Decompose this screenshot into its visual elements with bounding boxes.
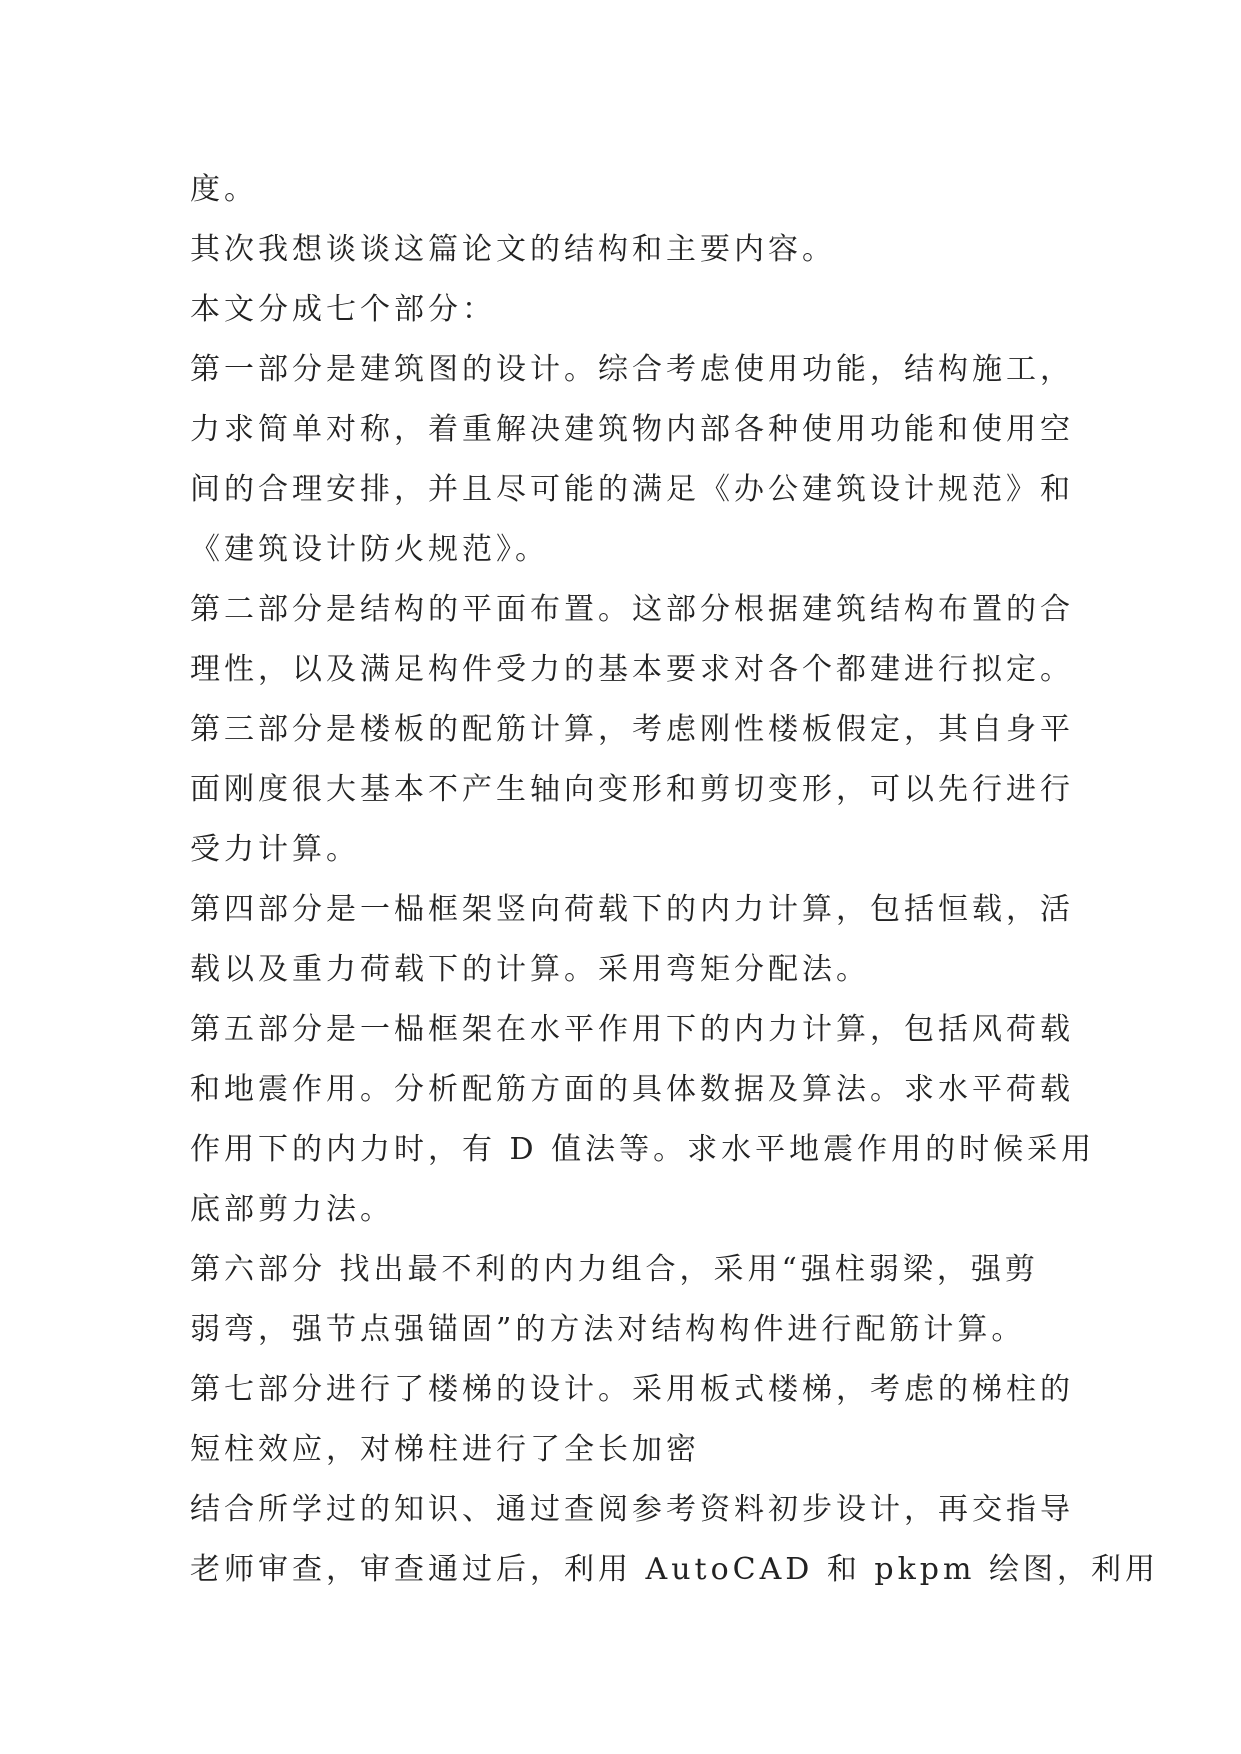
document-body: [190, 160, 1159, 1600]
text-line: 力求简单对称，着重解决建筑物内部各种使用功能和使用空: [190, 412, 1074, 447]
text-line: 作用下的内力时，有 D 值法等。求水平地震作用的时候采用: [190, 1132, 1096, 1167]
text-line: 第六部分 找出最不利的内力组合，采用“强柱弱梁，强剪: [190, 1252, 1039, 1287]
text-line: 面刚度很大基本不产生轴向变形和剪切变形，可以先行进行: [190, 772, 1074, 807]
text-line: 第五部分是一榀框架在水平作用下的内力计算，包括风荷载: [190, 1012, 1074, 1047]
text-line: 第三部分是楼板的配筋计算，考虑刚性楼板假定，其自身平: [190, 712, 1074, 747]
text-line: 受力计算。: [190, 832, 360, 867]
text-line: 第一部分是建筑图的设计。综合考虑使用功能，结构施工，: [190, 352, 1074, 387]
text-line: 第二部分是结构的平面布置。这部分根据建筑结构布置的合: [190, 592, 1074, 627]
text-line: 短柱效应，对梯柱进行了全长加密: [190, 1432, 700, 1467]
text-line: 理性，以及满足构件受力的基本要求对各个都建进行拟定。: [190, 652, 1074, 687]
text-line: 和地震作用。分析配筋方面的具体数据及算法。求水平荷载: [190, 1072, 1074, 1107]
text-line: 弱弯，强节点强锚固”的方法对结构构件进行配筋计算。: [190, 1312, 1026, 1347]
text-line: 结合所学过的知识、通过查阅参考资料初步设计，再交指导: [190, 1492, 1074, 1527]
text-line: 《建筑设计防火规范》。: [190, 532, 549, 567]
text-line: 其次我想谈谈这篇论文的结构和主要内容。: [190, 232, 836, 267]
text-line: 老师审查，审查通过后，利用 AutoCAD 和 pkpm 绘图，利用: [190, 1552, 1159, 1587]
text-line: 第四部分是一榀框架竖向荷载下的内力计算，包括恒载，活: [190, 892, 1074, 927]
text-line: 载以及重力荷载下的计算。采用弯矩分配法。: [190, 952, 870, 987]
text-line: 本文分成七个部分：: [190, 292, 496, 327]
text-line: 底部剪力法。: [190, 1192, 394, 1227]
text-line: 第七部分进行了楼梯的设计。采用板式楼梯，考虑的梯柱的: [190, 1372, 1074, 1407]
text-line: 间的合理安排，并且尽可能的满足《办公建筑设计规范》和: [190, 472, 1074, 507]
text-line: 度。: [190, 172, 258, 207]
